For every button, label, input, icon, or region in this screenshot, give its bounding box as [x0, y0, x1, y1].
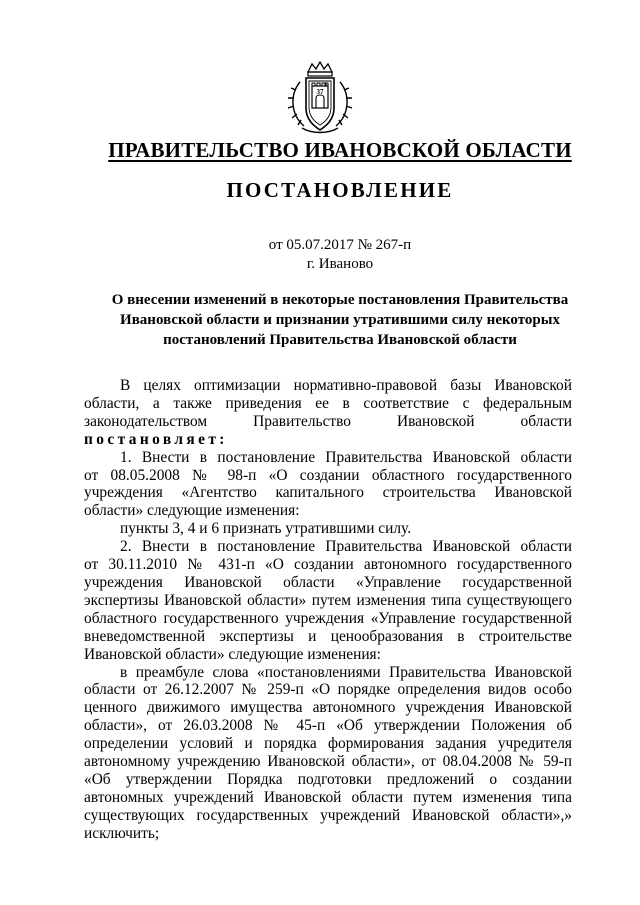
body-line: Ивановской области» следующие изменения: [84, 645, 381, 663]
body-line: законодательством Правительство Ивановской области [84, 412, 572, 430]
body-line: «Об утверждении Порядка подготовки предложений о создании [84, 770, 572, 788]
body-line: учреждения «Агентство капитального строительства Ивановской [84, 484, 572, 502]
date-number: от 05.07.2017 № 267-п [268, 237, 412, 253]
resolution-keyword: постановляет: [84, 430, 228, 448]
body-line: существующих государственных учреждений Ивановской области»,» [84, 806, 572, 824]
body-line: области от 26.12.2007 № 259-п «О порядке определения видов особо [84, 681, 572, 699]
body-line: определении условий и порядка формирования задания учредителя [84, 735, 572, 753]
document-body [84, 377, 572, 843]
body-line: исключить; [84, 824, 160, 842]
body-line: В целях оптимизации нормативно-правовой базы Ивановской [120, 377, 572, 394]
body-line: области, а также приведения ее в соответствие с федеральным [84, 394, 572, 412]
body-line: 2. Внести в постановление Правительства Ивановской области [120, 538, 572, 556]
body-line: ценного движимого имущества автономного учреждения Ивановской [84, 699, 572, 717]
document-subject [60, 290, 620, 350]
body-line: в преамбуле слова «постановлениями Правительства Ивановской [120, 663, 572, 681]
body-line: автономному учреждению Ивановской области», от 08.04.2008 № 59-п [84, 753, 572, 771]
document-meta [60, 236, 620, 274]
body-line: области», от 26.03.2008 № 45-п «Об утверждении Положения об [84, 717, 572, 735]
subject-line: постановлений Правительства Ивановской области [163, 332, 517, 348]
subject-line: О внесении изменений в некоторые постановления Правительства [111, 292, 569, 308]
body-line: от 30.11.2010 № 431-п «О создании автономного государственного [84, 556, 572, 574]
body-line: экспертизы Ивановской области» путем изменения типа существующего [84, 591, 572, 609]
body-line: пункты 3, 4 и 6 признать утратившими силу. [120, 520, 412, 538]
coat-of-arms-icon [286, 60, 354, 136]
body-line: областного государственного учреждения «Управление государственной [84, 609, 572, 627]
body-line: учреждения Ивановской области «Управление государственной [84, 573, 572, 591]
subject-line: Ивановской области и признании утратившими силу некоторых [120, 312, 560, 328]
body-line: 1. Внести в постановление Правительства Ивановской области [120, 448, 572, 466]
body-line: вневедомственной экспертизы и ценообразования в строительстве [84, 627, 572, 645]
document-type: ПОСТАНОВЛЕНИЕ [226, 178, 454, 202]
body-line: автономных учреждений Ивановской области путем изменения типа [84, 788, 572, 806]
emblem-numerals: 37 [316, 88, 324, 96]
authority-title: ПРАВИТЕЛЬСТВО ИВАНОВСКОЙ ОБЛАСТИ [108, 138, 572, 162]
city: г. Иваново [306, 256, 374, 272]
body-line: области» следующие изменения: [84, 502, 300, 520]
body-line: от 08.05.2008 № 98-п «О создании областного государственного [84, 466, 572, 484]
